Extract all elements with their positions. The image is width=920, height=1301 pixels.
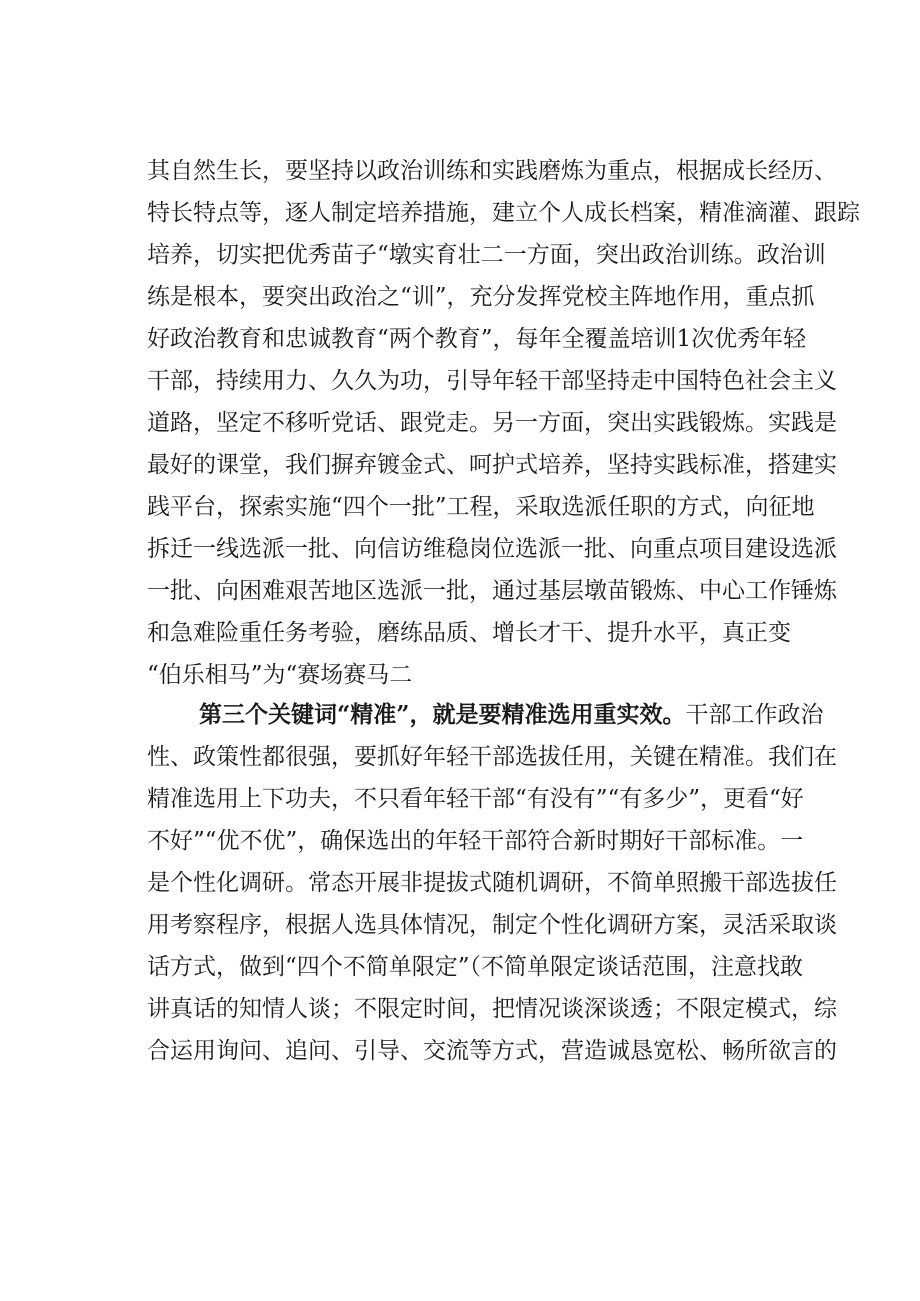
- paragraph-1-line: 其自然生长，要坚持以政治训练和实践磨炼为重点，根据成长经历、: [147, 158, 837, 184]
- paragraph-1-line: 践平台，探索实施“四个一批”工程，采取选派任职的方式，向征地: [147, 494, 815, 520]
- paragraph-2-line: 话方式，做到“四个不简单限定”（不简单限定谈话范围，注意找敢: [147, 954, 804, 980]
- paragraph-1-line: 培养，切实把优秀苗子“墩实育壮二一方面，突出政治训练。政治训: [147, 242, 826, 268]
- paragraph-1-line: 和急难险重任务考验，磨练品质、增长才干、提升水平，真正变: [147, 620, 791, 646]
- paragraph-1-line: 练是根本，要突出政治之“训”，充分发挥党校主阵地作用，重点抓: [147, 284, 815, 310]
- paragraph-1-line: 道路，坚定不移听党话、跟党走。另一方面，突出实践锻炼。实践是: [147, 410, 837, 436]
- paragraph-2-line: 用考察程序，根据人选具体情况，制定个性化调研方案，灵活采取谈: [147, 912, 837, 938]
- paragraph-2-line: 性、政策性都很强，要抓好年轻干部选拔任用，关键在精准。我们在: [147, 744, 837, 770]
- paragraph-1-line: 拆迁一线选派一批、向信访维稳岗位选派一批、向重点项目建设选派: [147, 536, 837, 562]
- paragraph-2-first-line-rest: 干部工作政治: [685, 702, 824, 728]
- paragraph-1-line: 特长特点等，逐人制定培养措施，建立个人成长档案，精准滴灌、跟踪: [147, 200, 860, 226]
- paragraph-2-line: 是个性化调研。常态开展非提拔式随机调研，不简单照搬干部选拔任: [147, 870, 837, 896]
- paragraph-1-line: 好政治教育和忠诚教育“两个教育”，每年全覆盖培训1次优秀年轻: [147, 326, 807, 352]
- paragraph-1-line: 一批、向困难艰苦地区选派一批，通过基层墩苗锻炼、中心工作锤炼: [147, 578, 837, 604]
- paragraph-2-line: 讲真话的知情人谈；不限定时间，把情况谈深谈透；不限定模式，综: [147, 996, 837, 1022]
- paragraph-2-bold-lead: 第三个关键词“精准”，就是要精准选用重实效。: [199, 701, 686, 728]
- paragraph-2-first-line: [147, 694, 824, 736]
- paragraph-2: [147, 694, 837, 1072]
- paragraph-1: [147, 150, 860, 696]
- paragraph-2-line: 合运用询问、追问、引导、交流等方式，营造诚恳宽松、畅所欲言的: [147, 1038, 837, 1064]
- paragraph-1-line: 干部，持续用力、久久为功，引导年轻干部坚持走中国特色社会主义: [147, 368, 837, 394]
- paragraph-1-line: 最好的课堂，我们摒弃镀金式、呵护式培养，坚持实践标准，搭建实: [147, 452, 837, 478]
- paragraph-1-last-line: “伯乐相马”为“赛场赛马二: [147, 662, 413, 688]
- paragraph-2-line: 精准选用上下功夫，不只看年轻干部“有没有”“有多少”，更看“好: [147, 786, 804, 812]
- paragraph-2-line: 不好”“优不优”，确保选出的年轻干部符合新时期好干部标准。一: [147, 828, 804, 854]
